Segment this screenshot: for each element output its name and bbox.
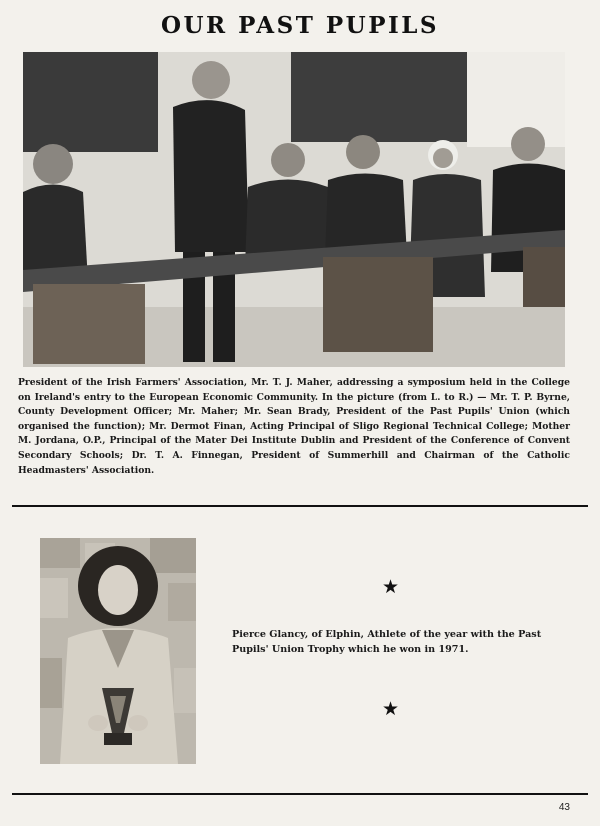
- star-icon: ★: [382, 576, 400, 598]
- page-number: 43: [558, 802, 570, 813]
- athlete-photo: [40, 538, 196, 764]
- star-icon: ★: [382, 698, 400, 720]
- symposium-photo: [23, 52, 565, 367]
- section-divider: [12, 505, 588, 507]
- footer-divider: [12, 793, 588, 795]
- symposium-caption: President of the Irish Farmers' Association, Mr. T. J. Maher, addressing a symposium held in the College on Ireland's entry to the European Economic Community. In the picture (from L. to R.) — Mr. T. P. Byrne, County Development Officer; Mr. Maher; Mr. Sean Brady, President of the Past Pupils' Union (which organised the function); Mr. Dermot Finan, Acting Principal of Sligo Regional Technical College; Mother M. Jordana, O.P., Principal of the Mater Dei Institute Dublin and President of the Conference of Convent Secondary Schools; Dr. T. A. Finnegan, President of Summerhill and Chairman of the Catholic Headmasters' Association.: [18, 377, 570, 476]
- page-title: OUR PAST PUPILS: [160, 12, 440, 39]
- athlete-caption: Pierce Glancy, of Elphin, Athlete of the year with the Past Pupils' Union Trophy which he won in 1971.: [232, 629, 542, 655]
